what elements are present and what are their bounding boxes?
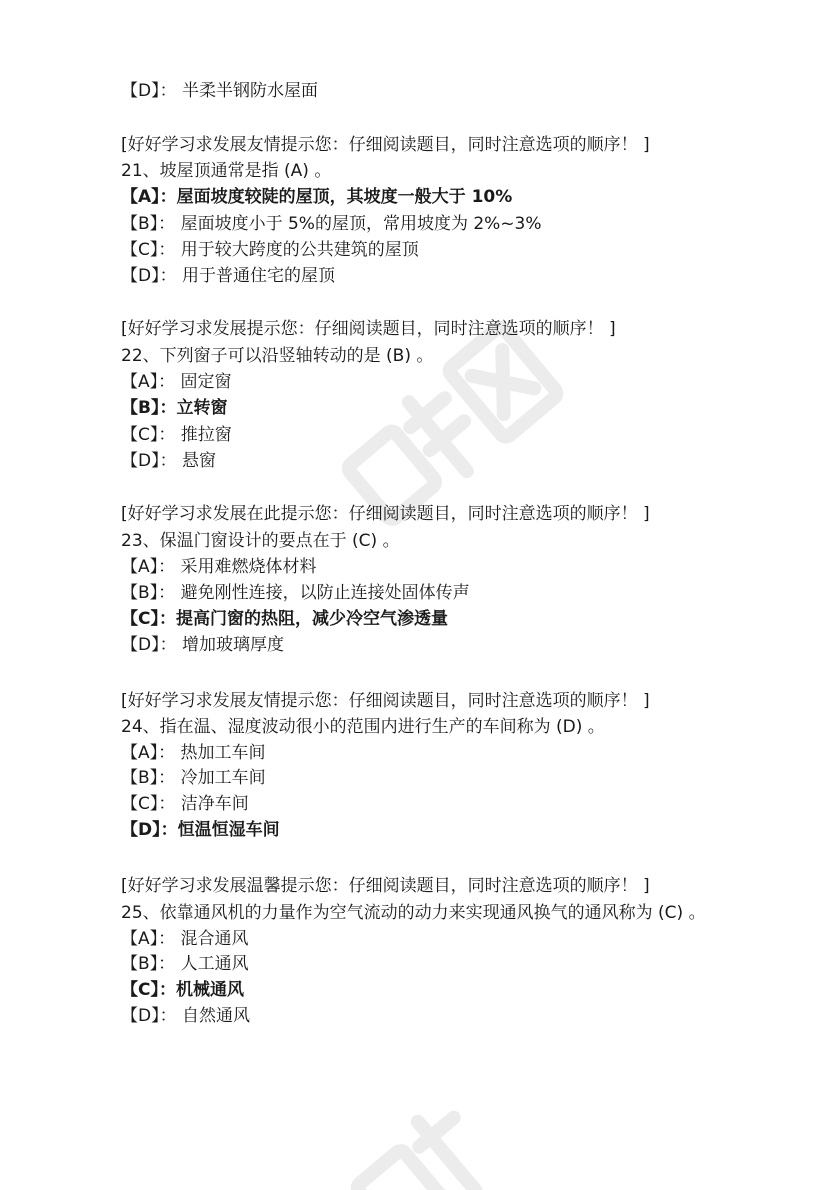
- option-22-b-correct: 【B】：立转窗: [121, 398, 228, 418]
- question-21: 21、坡屋顶通常是指 (A) 。: [121, 161, 332, 181]
- option-23-c-correct: 【C】：提高门窗的热阻，减少冷空气渗透量: [121, 609, 448, 629]
- question-22: 22、下列窗子可以沿竖轴转动的是 (B) 。: [121, 346, 434, 366]
- question-25: 25、依靠通风机的力量作为空气流动的动力来实现通风换气的通风称为 (C) 。: [121, 903, 706, 923]
- option-24-c: 【C】： 洁净车间: [121, 794, 249, 814]
- option-25-b: 【B】： 人工通风: [121, 954, 249, 974]
- option-22-a: 【A】： 固定窗: [121, 372, 232, 392]
- question-24: 24、指在温、湿度波动很小的范围内进行生产的车间称为 (D) 。: [121, 717, 605, 737]
- reading-prompt-23: [好好学习求发展在此提示您：仔细阅读题目，同时注意选项的顺序！ ]: [121, 504, 650, 524]
- reading-prompt-24: [好好学习求发展友情提示您：仔细阅读题目，同时注意选项的顺序！ ]: [121, 691, 650, 711]
- option-23-a: 【A】： 采用难燃烧体材料: [121, 557, 317, 577]
- option-21-d: 【D】： 用于普通住宅的屋顶: [121, 266, 335, 286]
- reading-prompt-21: [好好学习求发展友情提示您：仔细阅读题目，同时注意选项的顺序！ ]: [121, 135, 650, 155]
- reading-prompt-25: [好好学习求发展温馨提示您：仔细阅读题目，同时注意选项的顺序！ ]: [121, 876, 650, 896]
- question-23: 23、保温门窗设计的要点在于 (C) 。: [121, 531, 400, 551]
- option-24-b: 【B】： 冷加工车间: [121, 768, 266, 788]
- option-21-b: 【B】： 屋面坡度小于 5%的屋顶，常用坡度为 2%~3%: [121, 214, 542, 234]
- option-21-a-correct: 【A】：屋面坡度较陡的屋顶，其坡度一般大于 10%: [121, 187, 513, 207]
- option-24-d-correct: 【D】：恒温恒湿车间: [121, 820, 280, 840]
- option-23-d: 【D】： 增加玻璃厚度: [121, 635, 284, 655]
- option-25-c-correct: 【C】：机械通风: [121, 980, 244, 1000]
- option-21-c: 【C】： 用于较大跨度的公共建筑的屋顶: [121, 240, 419, 260]
- option-23-b: 【B】： 避免刚性连接，以防止连接处固体传声: [121, 583, 470, 603]
- option-24-a: 【A】： 热加工车间: [121, 743, 266, 763]
- option-22-c: 【C】： 推拉窗: [121, 425, 232, 445]
- option-25-d: 【D】： 自然通风: [121, 1006, 250, 1026]
- option-d-previous: 【D】： 半柔半钢防水屋面: [121, 81, 318, 101]
- option-25-a: 【A】： 混合通风: [121, 929, 249, 949]
- option-22-d: 【D】： 悬窗: [121, 451, 216, 471]
- reading-prompt-22: [好好学习求发展提示您：仔细阅读题目，同时注意选项的顺序！ ]: [121, 319, 616, 339]
- watermark-graphic-bottom: [300, 1060, 600, 1190]
